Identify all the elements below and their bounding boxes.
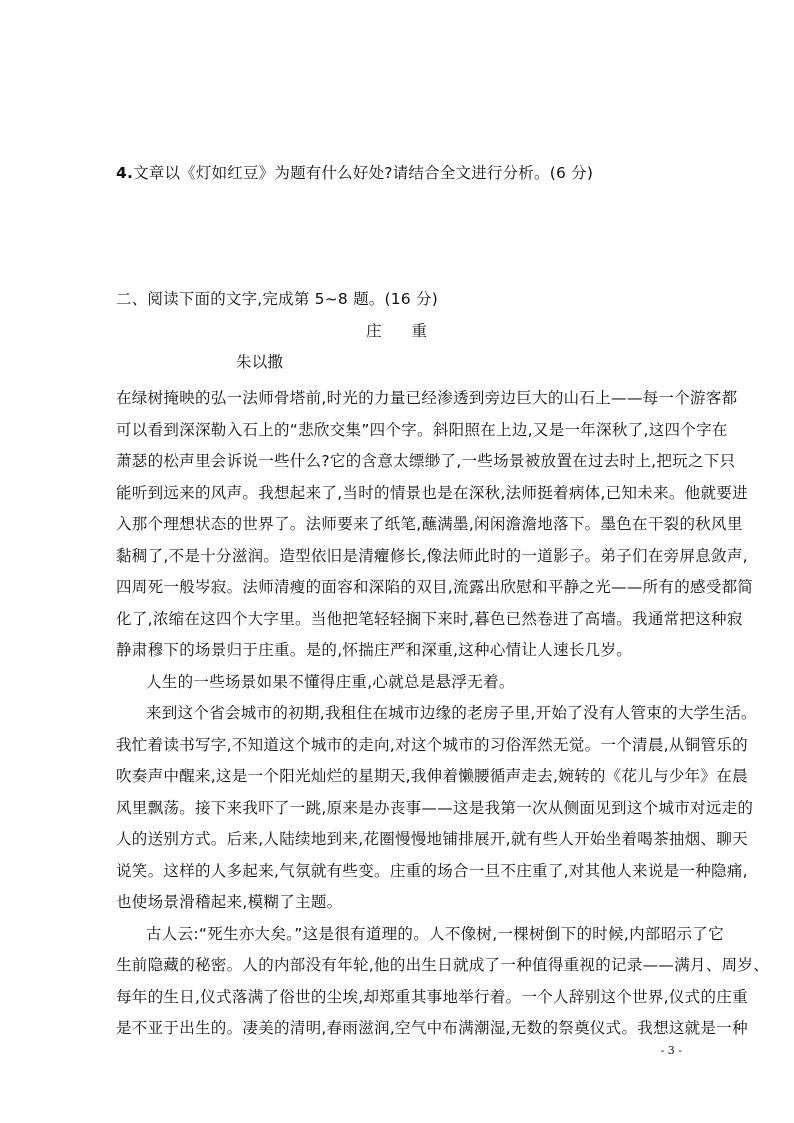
question-4-text: 文章以《灯如红豆》为题有什么好处?请结合全文进行分析。(6 分)	[133, 164, 594, 182]
essay-line: 吹奏声中醒来,这是一个阳光灿烂的星期天,我伸着懒腰循声走去,婉转的《花儿与少年》在晨	[116, 767, 748, 785]
essay-line: 化了,浓缩在这四个大字里。当他把笔轻轻搁下来时,暮色已然卷进了高墙。我通常把这种寂	[116, 609, 743, 628]
essay-line: 说笑。这样的人多起来,气氛就有些变。庄重的场合一旦不庄重了,对其他人来说是一种隐痛,	[116, 861, 748, 880]
essay-line: 每年的生日,仪式落满了俗世的尘埃,却郑重其事地举行着。一个人辞别这个世界,仪式的庄重	[116, 987, 748, 1006]
essay-line: 生前隐藏的秘密。人的内部没有年轮,他的出生日就成了一种值得重视的记录——满月、周岁、	[116, 956, 770, 974]
essay-title-part2: 重	[411, 322, 428, 340]
essay-line: 我忙着读书写字,不知道这个城市的走向,对这个城市的习俗浑然无觉。一个清晨,从铜管乐的	[116, 735, 748, 754]
essay-line: 人的送别方式。后来,人陆续地到来,花圈慢慢地铺排展开,就有些人开始坐着喝茶抽烟、聊天	[116, 830, 748, 848]
essay-author: 朱以撒	[236, 353, 284, 371]
essay-line: 黏稠了,不是十分滋润。造型依旧是清癯修长,像法师此时的一道影子。弟子们在旁屏息敛声,	[116, 546, 748, 565]
essay-body	[116, 383, 770, 1045]
question-4-number: 4.	[116, 164, 134, 182]
essay-line: 来到这个省会城市的初期,我租住在城市边缘的老房子里,开始了没有人管束的大学生活。	[146, 704, 757, 722]
section-2-heading: 二、阅读下面的文字,完成第 5~8 题。(16 分)	[116, 290, 438, 308]
essay-line: 是不亚于出生的。凄美的清明,春雨滋润,空气中布满潮湿,无数的祭奠仪式。我想这就是一种	[116, 1019, 748, 1037]
essay-line: 风里飘荡。接下来我吓了一跳,原来是办丧事——这是我第一次从侧面见到这个城市对远走的	[116, 798, 754, 817]
essay-line: 在绿树掩映的弘一法师骨塔前,时光的力量已经渗透到旁边巨大的山石上——每一个游客都	[116, 389, 738, 407]
essay-line: 能听到远来的风声。我想起来了,当时的情景也是在深秋,法师挺着病体,已知未来。他就要进	[116, 483, 748, 502]
question-4	[116, 163, 593, 183]
essay-line: 静肃穆下的场景归于庄重。是的,怀揣庄严和深重,这种心情让人速长几岁。	[116, 641, 633, 659]
essay-title	[366, 321, 427, 341]
essay-line: 古人云:“死生亦大矣。”这是很有道理的。人不像树,一棵树倒下的时候,内部昭示了它	[146, 924, 724, 943]
page-number: - 3 -	[660, 1044, 682, 1057]
essay-line: 入那个理想状态的世界了。法师要来了纸笔,蘸满墨,闲闲澹澹地落下。墨色在干裂的秋风里	[116, 515, 743, 533]
essay-line: 人生的一些场景如果不懂得庄重,心就总是悬浮无着。	[146, 672, 515, 691]
essay-title-part1: 庄	[366, 322, 382, 340]
essay-line: 萧瑟的松声里会诉说一些什么?它的含意太缥缈了,一些场景被放置在过去时上,把玩之下只	[116, 452, 736, 470]
essay-line: 也使场景滑稽起来,模糊了主题。	[116, 893, 343, 911]
essay-line: 可以看到深深勒入石上的“悲欣交集”四个字。斜阳照在上边,又是一年深秋了,这四个字在	[116, 420, 728, 439]
essay-line: 四周死一般岑寂。法师清瘦的面容和深陷的双目,流露出欣慰和平静之光——所有的感受都简	[116, 578, 754, 596]
